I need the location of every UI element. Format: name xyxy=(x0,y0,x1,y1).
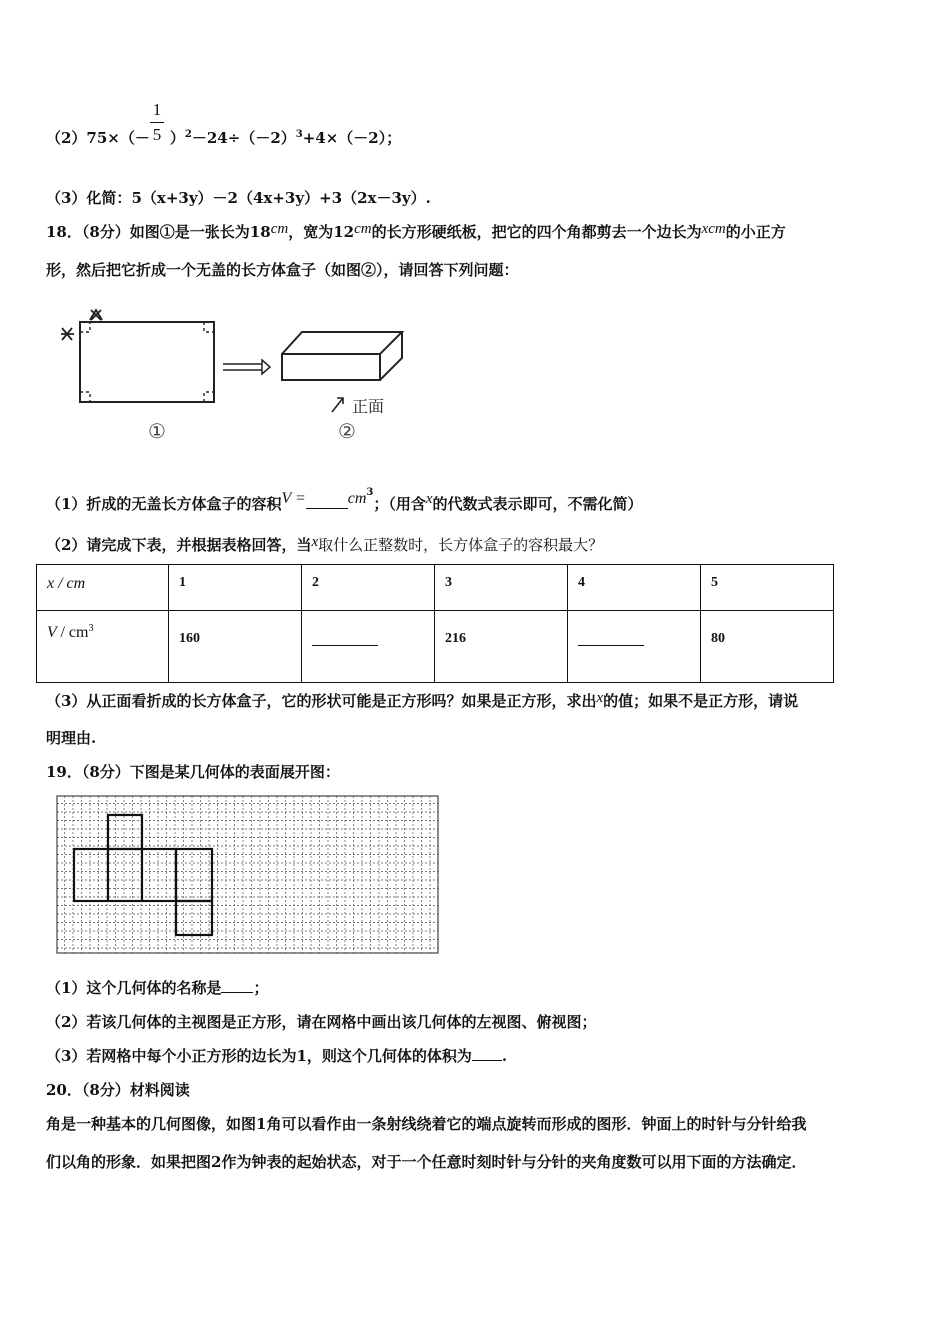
net-grid-figure xyxy=(56,795,440,955)
q17-part2: $(2)75\times(- )^2-24\div(-2)^3+4\times(-2)$； xyxy=(46,129,402,147)
q20-stem: 20．（8分）材料阅读 xyxy=(46,1081,190,1099)
table-header-cell: 5 xyxy=(701,565,834,611)
table-row xyxy=(37,611,834,683)
arrow-icon xyxy=(223,360,270,374)
q18-figure xyxy=(56,298,426,448)
q18-part3-line2: 明理由. xyxy=(46,729,97,747)
table-cell: 160 xyxy=(169,611,302,683)
q18-part3: （3）从正面看折成的长方体盒子，它的形状可能是正方形吗？如果是正方形，求出x的值；如果不是正方形，请说 xyxy=(46,690,799,710)
fraction-one-fifth: 1 5 xyxy=(150,100,164,145)
box-3d xyxy=(282,332,402,380)
q18-stem-line1: 18．（8分）如图①是一张长为18cm，宽为12cm的长方形硬纸板，把它的四个角都剪去一个边长为xcm的小正方 xyxy=(46,221,786,241)
table-cell-blank[interactable] xyxy=(568,611,701,683)
q18-part2: （2）请完成下表，并根据表格回答，当x取什么正整数时，长方体盒子的容积最大？ xyxy=(46,534,604,554)
fig-label-2: ② xyxy=(338,419,356,443)
front-label: 正面 xyxy=(352,397,385,416)
table-cell: 216 xyxy=(435,611,568,683)
table-cell-blank[interactable] xyxy=(302,611,435,683)
cut-corners xyxy=(80,322,214,402)
table-row-label: V / $cm^3$ xyxy=(37,611,169,683)
table-header-row xyxy=(37,565,834,611)
q19-stem: 19．（8分）下图是某几何体的表面展开图： xyxy=(46,763,340,781)
table-cell: 80 xyxy=(701,611,834,683)
table-header-cell: 2 xyxy=(302,565,435,611)
front-arrow-icon xyxy=(332,398,343,412)
q17-p2-prefix: （2）75×（－ xyxy=(46,129,150,147)
net-outline xyxy=(74,815,212,935)
table-header-cell: x / cm xyxy=(37,565,169,611)
table-header-cell: 4 xyxy=(568,565,701,611)
answer-blank[interactable] xyxy=(221,992,253,993)
answer-blank[interactable] xyxy=(306,508,348,509)
q18-stem-line2: 形，然后把它折成一个无盖的长方体盒子（如图②），请回答下列问题： xyxy=(46,261,519,279)
q17-part3: （3）化简：5（x+3y）－2（4x+3y）+3（2x－3y）. xyxy=(46,189,431,207)
q20-line2: 们以角的形象．如果把图2作为钟表的起始状态，对于一个任意时刻时针与分针的夹角度数可以用下面的方法确定． xyxy=(46,1153,807,1171)
cardboard-rectangle xyxy=(80,322,214,402)
fig-label-1: ① xyxy=(148,419,166,443)
x-markers xyxy=(61,310,102,340)
q19-part1: （1）这个几何体的名称是 ； xyxy=(46,979,269,997)
q20-line1: 角是一种基本的几何图像，如图1角可以看作由一条射线绕着它的端点旋转而形成的图形．钟面上的时针与分针给我 xyxy=(46,1115,807,1133)
q19-part2: （2）若该几何体的主视图是正方形，请在网格中画出该几何体的左视图、俯视图； xyxy=(46,1013,597,1031)
answer-blank[interactable] xyxy=(472,1060,502,1061)
volume-table xyxy=(36,564,834,683)
q19-part3: （3）若网格中每个小正方形的边长为1，则这个几何体的体积为 . xyxy=(46,1047,508,1065)
table-header-cell: 1 xyxy=(169,565,302,611)
q18-part1: （1）折成的无盖长方体盒子的容积$V = cm^3$；（用含x的代数式表示即可，不需化简） xyxy=(46,487,643,513)
table-header-cell: 3 xyxy=(435,565,568,611)
